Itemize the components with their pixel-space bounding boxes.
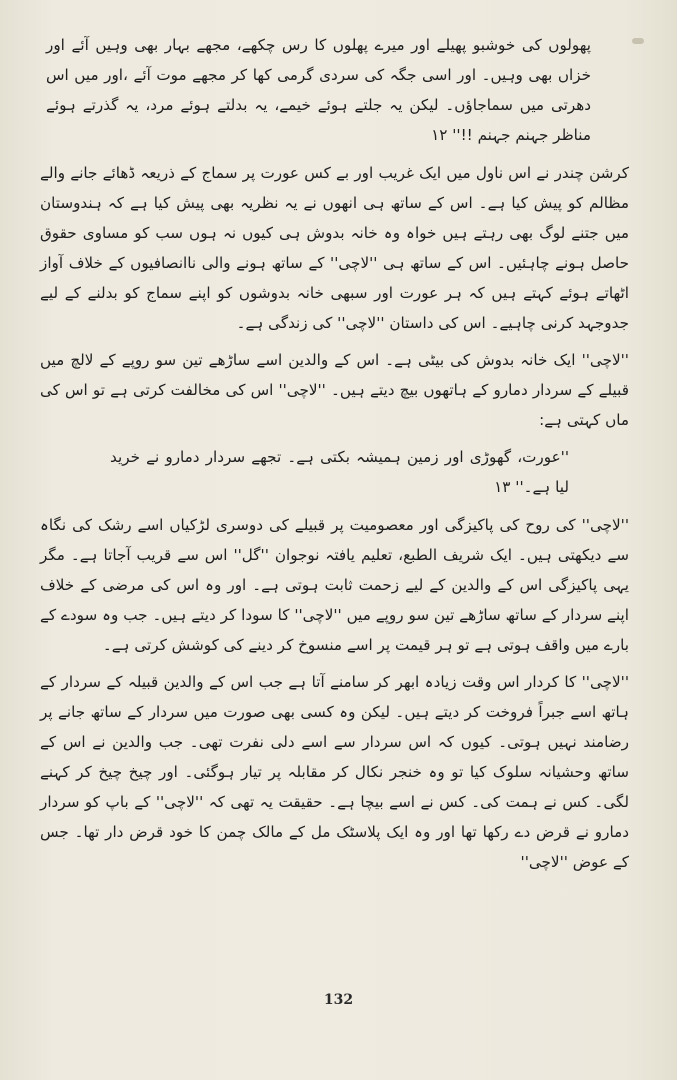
block-quote: ''عورت، گھوڑی اور زمین ہمیشہ بکتی ہے۔ تجھے سردار دمارو نے خرید لیا ہے۔'' ۱۳ [110, 448, 569, 496]
paragraph-1: کرشن چندر نے اس ناول میں ایک غریب اور بے کس عورت پر سماج کے ذریعہ ڈھائے جانے والے مظالم کو پیش کیا ہے۔ اس کے ساتھ ہی انھوں نے یہ نظریہ بھی پیش کیا ہے کہ ہندوستان میں جتنے لوگ بھی رہتے ہیں خواہ وہ خانہ بدوش ہی کیوں نہ ہوں سب کو مساوی حقوق حاصل ہونے چاہئیں۔ اس کے ساتھ ہی ''لاچی'' کے ساتھ ہونے والی ناانصافیوں کے خلاف آواز اٹھاتے ہوئے کہتے ہیں کہ ہر عورت اور سبھی خانہ بدوشوں کو اپنے سماج کو بدلنے کے لیے جدوجہد کرنی چاہیے۔ اس کی داستان ''لاچی'' کی زندگی ہے۔ [40, 164, 629, 332]
paper-smudge [632, 38, 644, 44]
paragraph-3: ''لاچی'' کی روح کی پاکیزگی اور معصومیت پر قبیلے کی دوسری لڑکیاں اسے رشک کی نگاہ سے دیکھتی ہیں۔ ایک شریف الطبع، تعلیم یافتہ نوجوان ''گل'' اس سے قریب آجاتا ہے۔ مگر یہی پاکیزگی اس کے والدین کے لیے زحمت ثابت ہوتی ہے۔ اور وہ اس کی مرضی کے خلاف اپنے سردار کے ساتھ ساڑھے تین سو روپے میں ''لاچی'' کا سودا کر دیتے ہیں۔ جب وہ سودے کے بارے میں واقف ہوتی ہے تو ہر قیمت پر اسے منسوخ کر دینے کی کوشش کرتی ہے۔ [40, 516, 629, 654]
quoted-verse: پھولوں کی خوشبو پھیلے اور میرے پھلوں کا رس چکھے، مجھے بہار بھی وہیں آئے اور خزاں بھی وہیں۔ اور اسی جگہ کی سردی گرمی کھا کر مجھے موت آئے ،اور میں اس دھرتی میں سماجاؤں۔ لیکن یہ جلتے ہوئے خیمے، یہ بدلتے ہوئے مرد، یہ گذرتے ہوئے مناظر جہنم جہنم !!'' ۱۲ [46, 36, 591, 144]
paragraph-4: ''لاچی'' کا کردار اس وقت زیادہ ابھر کر سامنے آتا ہے جب اس کے والدین قبیلہ کے سردار کے ہاتھ اسے جبراً فروخت کر دیتے ہیں۔ لیکن وہ کسی بھی صورت میں سردار کے ساتھ جانے پر رضامند نہیں ہوتی۔ کیوں کہ اس سردار سے اسے دلی نفرت تھی۔ جب والدین نے اس کے ساتھ وحشیانہ سلوک کیا تو وہ خنجر نکال کر مقابلہ پر تیار ہوگئی۔ اور چیخ چیخ کر کہنے لگی۔ کس نے ہمت کی۔ کس نے اسے بیچا ہے۔ حقیقت یہ تھی کہ ''لاچی'' کے باپ کو سردار دمارو نے قرض دے رکھا تھا اور وہ ایک پلاسٹک مل کے مالک چمن کا خود قرض دار تھا۔ جس کے عوض ''لاچی'' [40, 673, 629, 871]
page-number: 132 [323, 992, 354, 1008]
page-body-text [40, 30, 629, 877]
paragraph-2: ''لاچی'' ایک خانہ بدوش کی بیٹی ہے۔ اس کے والدین اسے ساڑھے تین سو روپے کے لالچ میں قبیلے کے سردار دمارو کے ہاتھوں بیچ دیتے ہیں۔ ''لاچی'' اس کی مخالفت کرتی ہے تو اس کی ماں کہتی ہے: [40, 351, 629, 429]
